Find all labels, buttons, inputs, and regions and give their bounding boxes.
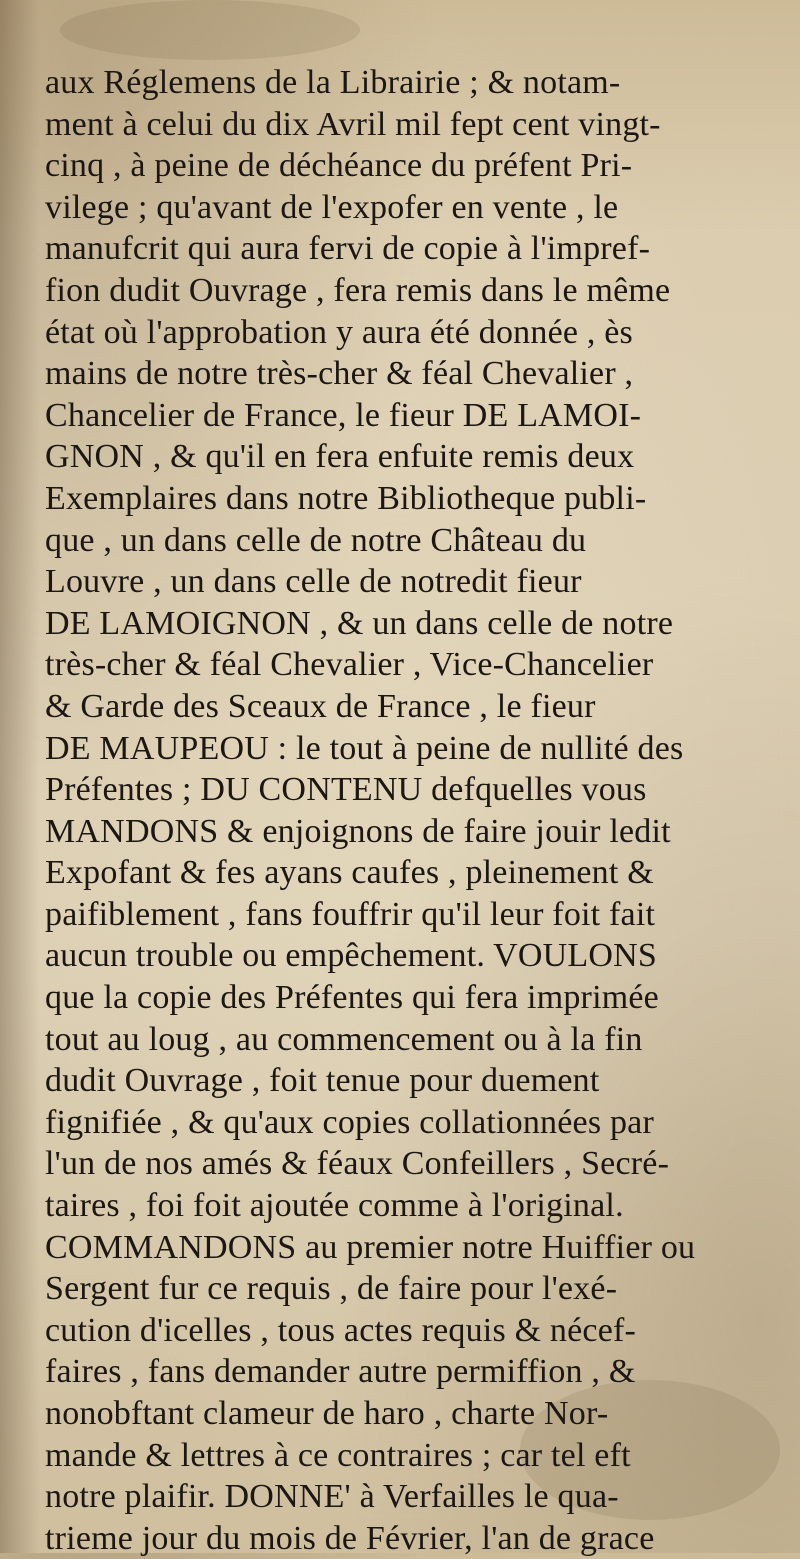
text-line: très-cher & féal Chevalier , Vice-Chancelier bbox=[45, 646, 654, 684]
text-line: tout au loug , au commencement ou à la fin bbox=[45, 1020, 643, 1058]
text-line: mande & lettres à ce contraires ; car tel eft bbox=[45, 1436, 631, 1474]
text-line: MANDONS & enjoignons de faire jouir ledit bbox=[45, 812, 671, 850]
text-line: fion dudit Ouvrage , fera remis dans le même bbox=[45, 271, 671, 309]
text-line: Sergent fur ce requis , de faire pour l'exé- bbox=[45, 1270, 618, 1308]
text-line: que , un dans celle de notre Château du bbox=[45, 521, 587, 559]
page-edge-shadow bbox=[0, 0, 40, 1553]
text-line: cution d'icelles , tous actes requis & nécef- bbox=[45, 1311, 637, 1349]
text-line: taires , foi foit ajoutée comme à l'original. bbox=[45, 1187, 624, 1225]
text-line: état où l'approbation y aura été donnée , ès bbox=[45, 313, 633, 351]
text-line: DE MAUPEOU : le tout à peine de nullité des bbox=[45, 729, 684, 767]
text-line: dudit Ouvrage , foit tenue pour duement bbox=[45, 1062, 600, 1100]
text-line: l'un de nos amés & féaux Confeillers , Secré- bbox=[45, 1145, 670, 1183]
paper-stain bbox=[60, 0, 360, 60]
text-line: manufcrit qui aura fervi de copie à l'impref- bbox=[45, 230, 651, 268]
text-line: vilege ; qu'avant de l'expofer en vente , le bbox=[45, 188, 619, 226]
text-line: Louvre , un dans celle de notredit fieur bbox=[45, 563, 582, 601]
body-text bbox=[45, 62, 785, 1559]
text-line: mains de notre très-cher & féal Chevalier , bbox=[45, 355, 634, 393]
text-line: DE LAMOIGNON , & un dans celle de notre bbox=[45, 604, 674, 642]
text-line: aux Réglemens de la Librairie ; & notam- bbox=[45, 64, 621, 101]
text-line: trieme jour du mois de Février, l'an de grace bbox=[45, 1519, 655, 1557]
text-line: GNON , & qu'il en fera enfuite remis deux bbox=[45, 438, 635, 476]
text-line: notre plaifir. DONNE' à Verfailles le qua- bbox=[45, 1478, 619, 1516]
text-line: Exemplaires dans notre Bibliotheque publi- bbox=[45, 479, 647, 517]
text-line: cinq , à peine de déchéance du préfent Pri- bbox=[45, 147, 633, 185]
text-line: paifiblement , fans fouffrir qu'il leur foit fait bbox=[45, 895, 656, 933]
text-line: Expofant & fes ayans caufes , pleinement & bbox=[45, 854, 654, 892]
text-line: & Garde des Sceaux de France , le fieur bbox=[45, 687, 596, 725]
text-line: nonobftant clameur de haro , charte Nor- bbox=[45, 1395, 609, 1432]
text-line: Préfentes ; DU CONTENU defquelles vous bbox=[45, 771, 647, 809]
text-line: fignifiée , & qu'aux copies collationnées par bbox=[45, 1103, 654, 1141]
text-line: faires , fans demander autre permiffion , & bbox=[45, 1353, 636, 1391]
text-line: aucun trouble ou empêchement. VOULONS bbox=[45, 937, 658, 975]
text-line: ment à celui du dix Avril mil fept cent vingt- bbox=[45, 105, 661, 143]
text-line: Chancelier de France, le fieur DE LAMOI- bbox=[45, 396, 642, 434]
text-line: COMMANDONS au premier notre Huiffier ou bbox=[45, 1228, 696, 1266]
text-line: que la copie des Préfentes qui fera imprimée bbox=[45, 979, 659, 1017]
